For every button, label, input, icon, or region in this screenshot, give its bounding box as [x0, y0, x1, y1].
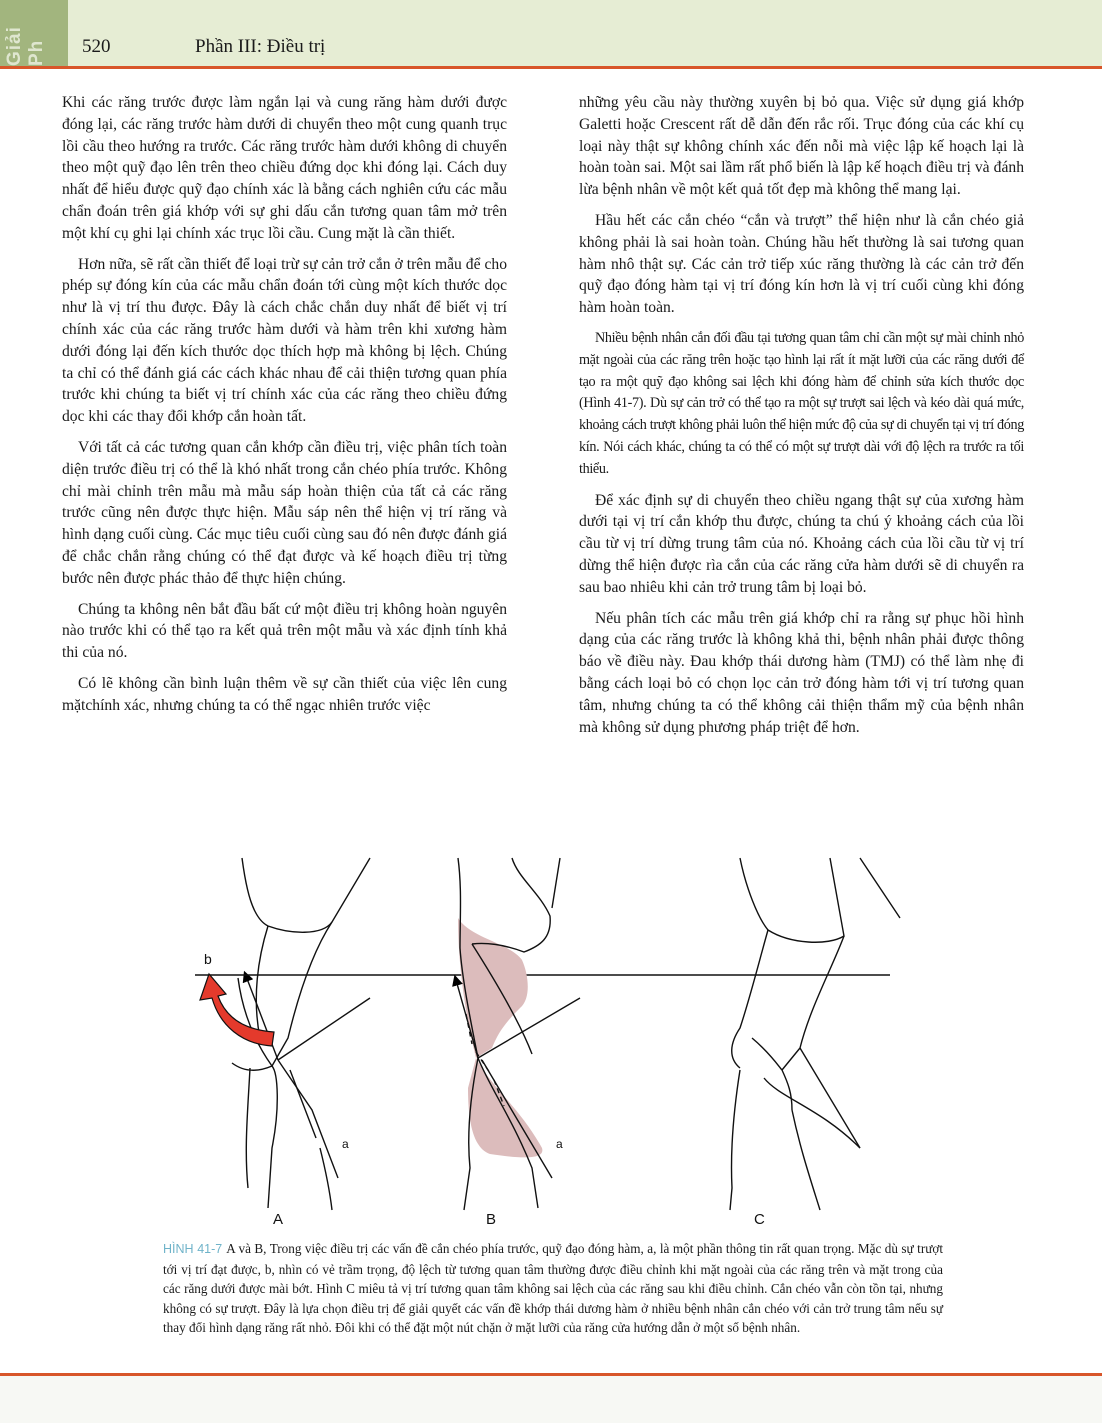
panel-label-c: C	[754, 1211, 765, 1228]
label-b: b	[204, 951, 212, 967]
left-column	[62, 92, 507, 726]
panel-c-drawing	[730, 858, 900, 1210]
page-header	[0, 0, 1102, 66]
right-column	[579, 92, 1024, 747]
panel-b-drawing	[456, 858, 580, 1210]
paragraph: những yêu cầu này thường xuyên bị bỏ qua. Việc sử dụng giá khớp Galetti hoặc Crescent rất dễ dẫn đến rắc rối. Trục đóng của các khí cụ loại này thật sự không chính xác đến nỗi mà việc lập kế hoạch lại là hoàn toàn sai. Một sai lầm rất phổ biến là lập kế hoạch điều trị và đánh lừa bệnh nhân về một kết quả tốt đẹp mà không thể mang lại.	[579, 94, 1024, 199]
figure-41-7	[160, 848, 960, 1233]
header-rule	[0, 66, 1102, 69]
figure-caption	[163, 1239, 943, 1338]
panel-label-a: A	[273, 1211, 284, 1228]
paragraph: Nếu phân tích các mẫu trên giá khớp chỉ ra rằng sự phục hồi hình dạng của các răng trước là không khả thi, bệnh nhân phải được thông báo về điều này. Đau khớp thái dương hàm (TMJ) có thể làm nhẹ đi bằng cách loại bỏ có chọn lọc cản trở đóng hàm tới vị trí tương quan tâm, nhưng chúng ta có thể không cải thiện thẩm mỹ của bệnh nhân mà không sử dụng phương pháp triệt để hơn.	[579, 609, 1024, 736]
paragraph: Có lẽ không cần bình luận thêm về sự cần thiết của việc lên cung mặtchính xác, nhưng chúng ta có thể ngạc nhiên trước việc	[62, 674, 507, 714]
caption-label: HÌNH 41-7	[163, 1242, 223, 1256]
paragraph: Khi các răng trước được làm ngắn lại và cung răng hàm dưới được đóng lại, các răng trước hàm dưới di chuyển theo một cung quanh trục lồi cầu theo hướng ra trước. Các răng trước hàm dưới không di chuyển theo một quỹ đạo lên trên theo chiều đứng dọc khi đóng lại. Cách duy nhất để hiểu được quỹ đạo chính xác là bằng cách nghiên cứu các mẫu chẩn đoán trên giá khớp với sự ghi dấu cắn tương quan tâm mở trên một khí cụ ghi lại chính xác trục lồi cầu. Cung mặt là cần thiết.	[62, 94, 507, 242]
paragraph: Với tất cả các tương quan cắn khớp cần điều trị, việc phân tích toàn diện trước điều trị có thể là khó nhất trong cắn chéo phía trước. Không chỉ mài chỉnh trên mẫu mà mẫu sáp hoàn thiện của tất cả các răng trước cũng nên được thực hiện. Mẫu sáp nên thể hiện vị trí răng và hình dạng cuối cùng. Các mục tiêu cuối cùng sau đó nên được đánh giá để chắc chắn rằng chúng có thể đạt được và kế hoạch điều trị từng bước nên được phác thảo để thực hiện chúng.	[62, 438, 507, 587]
paragraph: Hầu hết các cắn chéo “cắn và trượt” thể hiện như là cắn chéo giả không phải là sai hoàn toàn. Chúng hầu hết thường là sai tương quan hàm nhô thật sự. Các cản trở tiếp xúc răng thường là các cản trở đến quỹ đạo đóng hàm tại vị trí đóng kín hơn là vị trí cuối cùng khi đóng hàm hoàn toàn.	[579, 211, 1024, 317]
caption-text: A và B, Trong việc điều trị các vấn đề cắn chéo phía trước, quỹ đạo đóng hàm, a, là một phần thông tin rất quan trọng. Mặc dù sự trượt tới vị trí đạt được, b, nhìn có vẻ trầm trọng, độ lệch từ tương quan tâm thường được điều chỉnh khi mặt ngoài của các răng trên và mặt trong của các răng dưới được mài bớt. Hình C miêu tả vị trí tương quan tâm không sai lệch của các răng sau khi điều chỉnh. Cắn chéo vẫn còn tồn tại, nhưng không có sự trượt. Đây là lựa chọn điều trị để giải quyết các vấn đề khớp thái dương hàm ở nhiều bệnh nhân cắn chéo với cản trở trung tâm nếu sự thay đổi hình dạng răng rất nhỏ. Đôi khi có thể đặt một nút chặn ở mặt lưỡi của răng cửa hướng dẫn ở một số bệnh nhân.	[163, 1241, 943, 1336]
page-number: 520	[82, 36, 111, 57]
label-a-panel-a: a	[342, 1137, 349, 1151]
paragraph: Để xác định sự di chuyển theo chiều ngang thật sự của xương hàm dưới tại vị trí cắn khớp thu được, chúng ta chú ý khoảng cách của lồi cầu từ vị trí dừng trung tâm của nó. Khoảng cách của lồi cầu từ vị trí dừng thể hiện được rìa cắn của các răng cửa hàm dưới sẽ di chuyển ra sau bao nhiêu khi cản trở trung tâm bị loại bỏ.	[579, 491, 1024, 596]
paragraph: Hơn nữa, sẽ rất cần thiết để loại trừ sự cản trở cắn ở trên mẫu để cho phép sự đóng kín của các mẫu chẩn đoán tới cùng một kích thước dọc như là vị trí thu được. Đây là cách chắc chắn duy nhất để biết vị trí chính xác của các răng trước hàm dưới và hàm trên khi xương hàm dưới đóng lại đến kích thước dọc thích hợp mà không bị lệch. Chúng ta chỉ có thể đánh giá các cách khác nhau để cải thiện tương quan phía trước khi chúng ta biết vị trí chính xác của các răng theo chiều đứng dọc khi các thay đổi khớp cắn hoàn tất.	[62, 255, 507, 426]
chapter-side-tab	[0, 0, 68, 66]
label-a-panel-b: a	[556, 1137, 563, 1151]
paragraph: Nhiều bệnh nhân cắn đối đầu tại tương quan tâm chỉ cần một sự mài chỉnh nhỏ mặt ngoài của các răng trên hoặc tạo hình lại rất ít mặt lưỡi của các răng dưới để tạo ra một quỹ đạo không sai lệch khi đóng hàm để chỉnh sửa kích thước dọc (Hình 41-7). Dù sự cản trở có thể tạo ra một sự trượt sai lệch và kéo dài quá mức, khoảng cách trượt không phải luôn thể hiện mức độ của sự di chuyển tại vị trí đóng kín. Nói cách khác, chúng ta có thể có một sự trượt dài với độ lệch ra trước ra tối thiểu.	[579, 329, 1024, 477]
paragraph: Chúng ta không nên bắt đầu bất cứ một điều trị không hoàn nguyên nào trước khi có thể tạo ra kết quả trên một mẫu và xác định tính khả thi của nó.	[62, 600, 507, 662]
section-title: Phần III: Điều trị	[195, 36, 326, 57]
side-tab-text: Giải Ph	[4, 26, 47, 66]
panel-label-b: B	[486, 1211, 497, 1228]
slide-arrow	[200, 974, 274, 1046]
footer-band	[0, 1376, 1102, 1423]
